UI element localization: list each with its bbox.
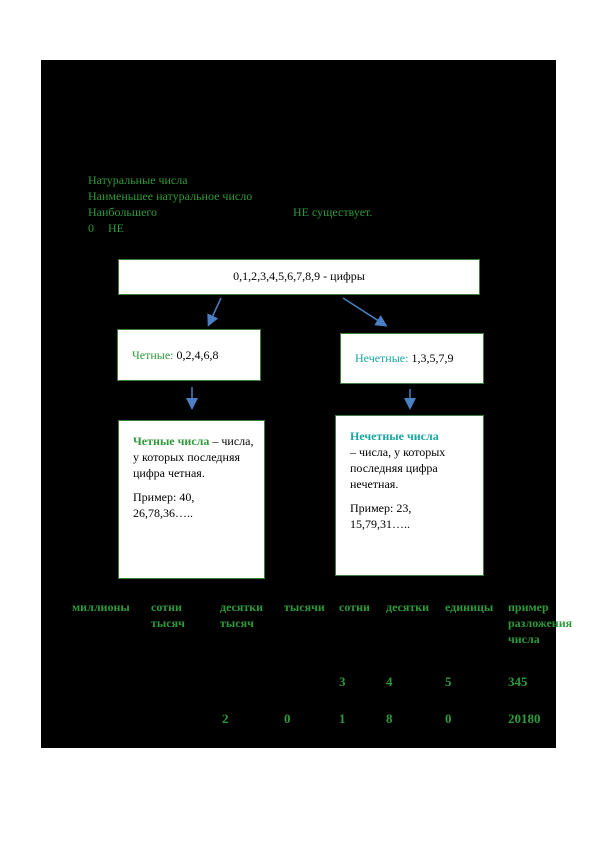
intro-largest: Наибольшего: [88, 205, 158, 219]
table-row-1-hundreds: 3: [339, 674, 346, 689]
odd-numbers-example: Пример: 23, 15,79,31…..: [350, 501, 412, 531]
arrows-layer: [41, 60, 573, 748]
header-tens: десятки: [386, 600, 430, 614]
header-ten-thousands: десятки тысяч: [220, 600, 264, 630]
header-hundreds: сотни: [339, 600, 370, 614]
table-row-1-units: 5: [445, 674, 452, 689]
intro-zero: 0: [88, 221, 94, 235]
even-digits-values: 0,2,4,6,8: [176, 347, 219, 362]
header-hundred-thousands: сотни тысяч: [151, 600, 185, 630]
table-row-1-example: 345: [508, 674, 528, 689]
table-row-2-example: 20180: [508, 711, 541, 726]
header-units: единицы: [445, 600, 494, 614]
header-millions: миллионы: [72, 600, 130, 614]
digits-box: 0,1,2,3,4,5,6,7,8,9 - цифры: [118, 259, 480, 295]
even-digits-label: Четные:: [132, 347, 174, 362]
header-thousands: тысячи: [284, 600, 325, 614]
even-numbers-example: Пример: 40, 26,78,36…..: [133, 490, 195, 520]
intro-smallest-natural: Наименьшее натуральное число: [88, 189, 253, 203]
table-row-2-hundreds: 1: [339, 711, 346, 726]
even-numbers-desc: – числа, у которых последняя цифра четная.: [133, 434, 254, 480]
table-row-1-tens: 4: [386, 674, 393, 689]
header-example: пример разложения числа: [508, 600, 573, 646]
table-row-2-tens: 8: [386, 711, 393, 726]
table-row-2-ten-thousands: 2: [222, 711, 229, 726]
odd-digits-label: Нечетные:: [355, 351, 409, 365]
table-row-2-thousands: 0: [284, 711, 291, 726]
intro-natural-numbers: Натуральные числа: [88, 173, 188, 187]
odd-numbers-title: Нечетные числа: [350, 429, 439, 443]
intro-does-not-exist: НЕ существует.: [293, 205, 373, 219]
even-numbers-title: Четные числа: [133, 434, 210, 448]
document-panel: [41, 60, 573, 748]
odd-numbers-desc: – числа, у которых последняя цифра нечетная.: [350, 445, 446, 491]
intro-not: НЕ: [108, 221, 124, 235]
arrow-to-even-digits: [209, 298, 221, 324]
table-row-2-units: 0: [445, 711, 452, 726]
odd-digits-values: 1,3,5,7,9: [411, 351, 454, 365]
arrow-to-odd-digits: [343, 298, 385, 325]
